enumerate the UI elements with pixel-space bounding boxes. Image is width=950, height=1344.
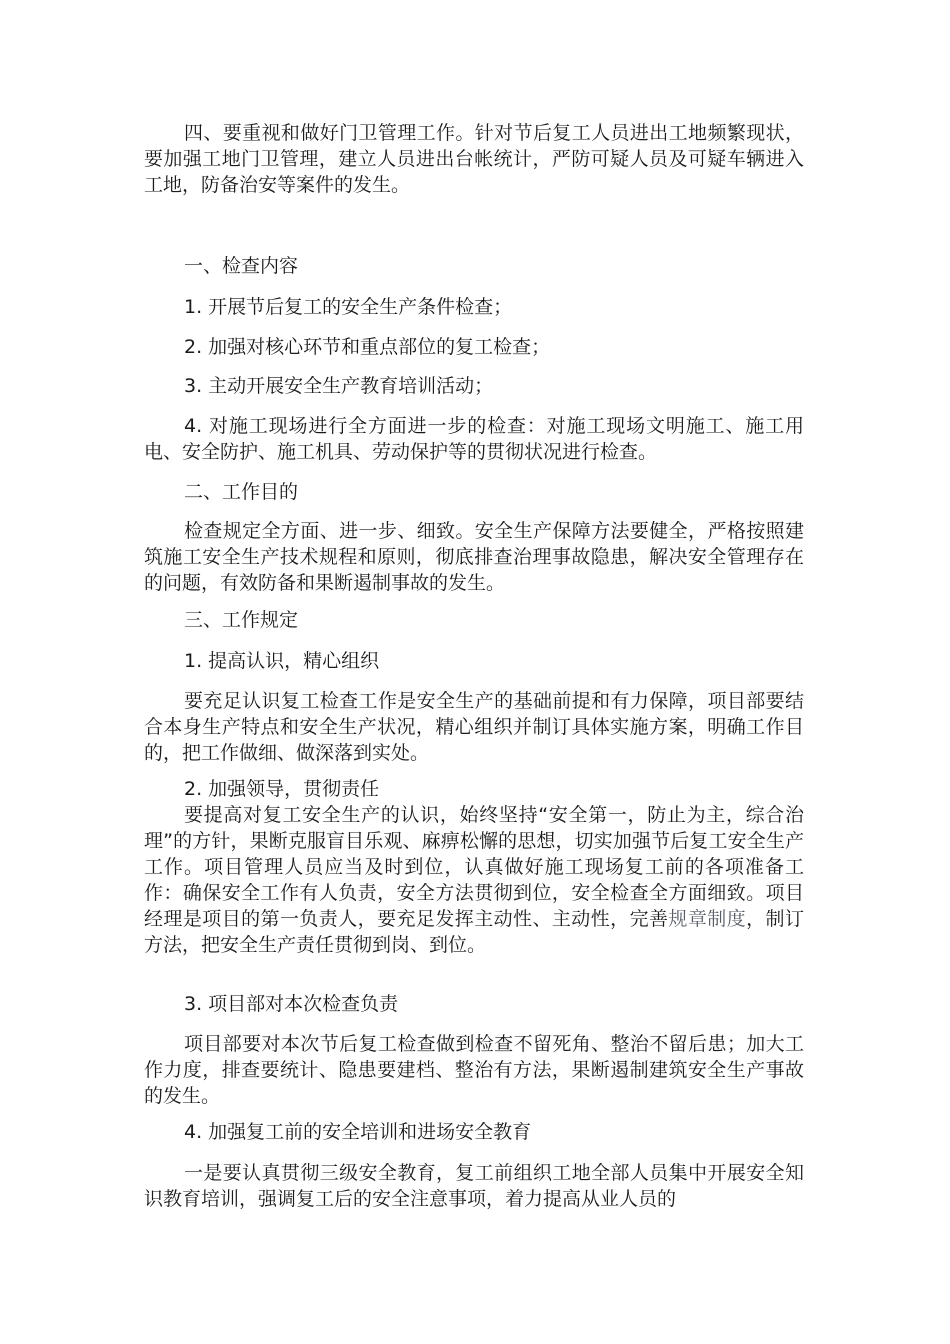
rule-2-text-part-b: ，制订方法，把安全生产责任贯彻到岗、到位。 <box>144 908 804 956</box>
paragraph-work-goal: 检查规定全方面、进一步、细致。安全生产保障方法要健全，严格按照建筑施工安全生产技术规程和原则，彻底排查治理事故隐患，解决安全管理存在的问题，有效防备和果断遏制事故的发生。 <box>144 520 804 594</box>
rule-2-title: 2. 加强领导，贯彻责任 <box>184 778 380 800</box>
rule-2-text-part-a: 要提高对复工安全生产的认识，始终坚持“安全第一，防止为主，综合治理”的方针，果断克服盲目乐观、麻痹松懈的思想，切实加强节后复工安全生产工作。项目管理人员应当及时到位，认真做好施工现场复工前的各项准备工作：确保安全工作有人负责，安全方法贯彻到位，安全检查全方面细致。项目经理是项目的第一负责人，要充足发挥主动性、主动性，完善 <box>144 804 804 930</box>
rule-4-title: 4. 加强复工前的安全培训和进场安全教育 <box>184 1121 532 1143</box>
list-item-1: 1. 开展节后复工的安全生产条件检查； <box>184 296 513 318</box>
regulations-link[interactable]: 规章制度 <box>668 908 747 930</box>
rule-1-title: 1. 提高认识，精心组织 <box>184 650 380 672</box>
list-item-2: 2. 加强对核心环节和重点部位的复工检查； <box>184 336 551 358</box>
rule-4-text: 一是要认真贯彻三级安全教育，复工前组织工地全部人员集中开展安全知识教育培训，强调复工后的安全注意事项，着力提高从业人员的 <box>144 1162 804 1210</box>
heading-work-rules: 三、工作规定 <box>184 609 299 631</box>
rule-1-text: 要充足认识复工检查工作是安全生产的基础前提和有力保障，项目部要结合本身生产特点和安全生产状况，精心组织并制订具体实施方案，明确工作目的，把工作做细、做深落到实处。 <box>144 690 804 764</box>
rule-3-text: 项目部要对本次节后复工检查做到检查不留死角、整治不留后患；加大工作力度，排查要统计、隐患要建档、整治有方法，果断遏制建筑安全生产事故的发生。 <box>144 1033 804 1107</box>
rule-3-title: 3. 项目部对本次检查负责 <box>184 993 399 1015</box>
heading-work-goal: 二、工作目的 <box>184 481 299 503</box>
list-item-3: 3. 主动开展安全生产教育培训活动； <box>184 375 494 397</box>
paragraph-door-management: 四、要重视和做好门卫管理工作。针对节后复工人员进出工地频繁现状，要加强工地门卫管理，建立人员进出台帐统计，严防可疑人员及可疑车辆进入工地，防备治安等案件的发生。 <box>144 122 804 196</box>
list-item-4: 4. 对施工现场进行全方面进一步的检查：对施工现场文明施工、施工用电、安全防护、施工机具、劳动保护等的贯彻状况进行检查。 <box>144 415 804 463</box>
rule-2-text <box>144 802 804 958</box>
heading-inspection-content: 一、检查内容 <box>184 255 299 277</box>
